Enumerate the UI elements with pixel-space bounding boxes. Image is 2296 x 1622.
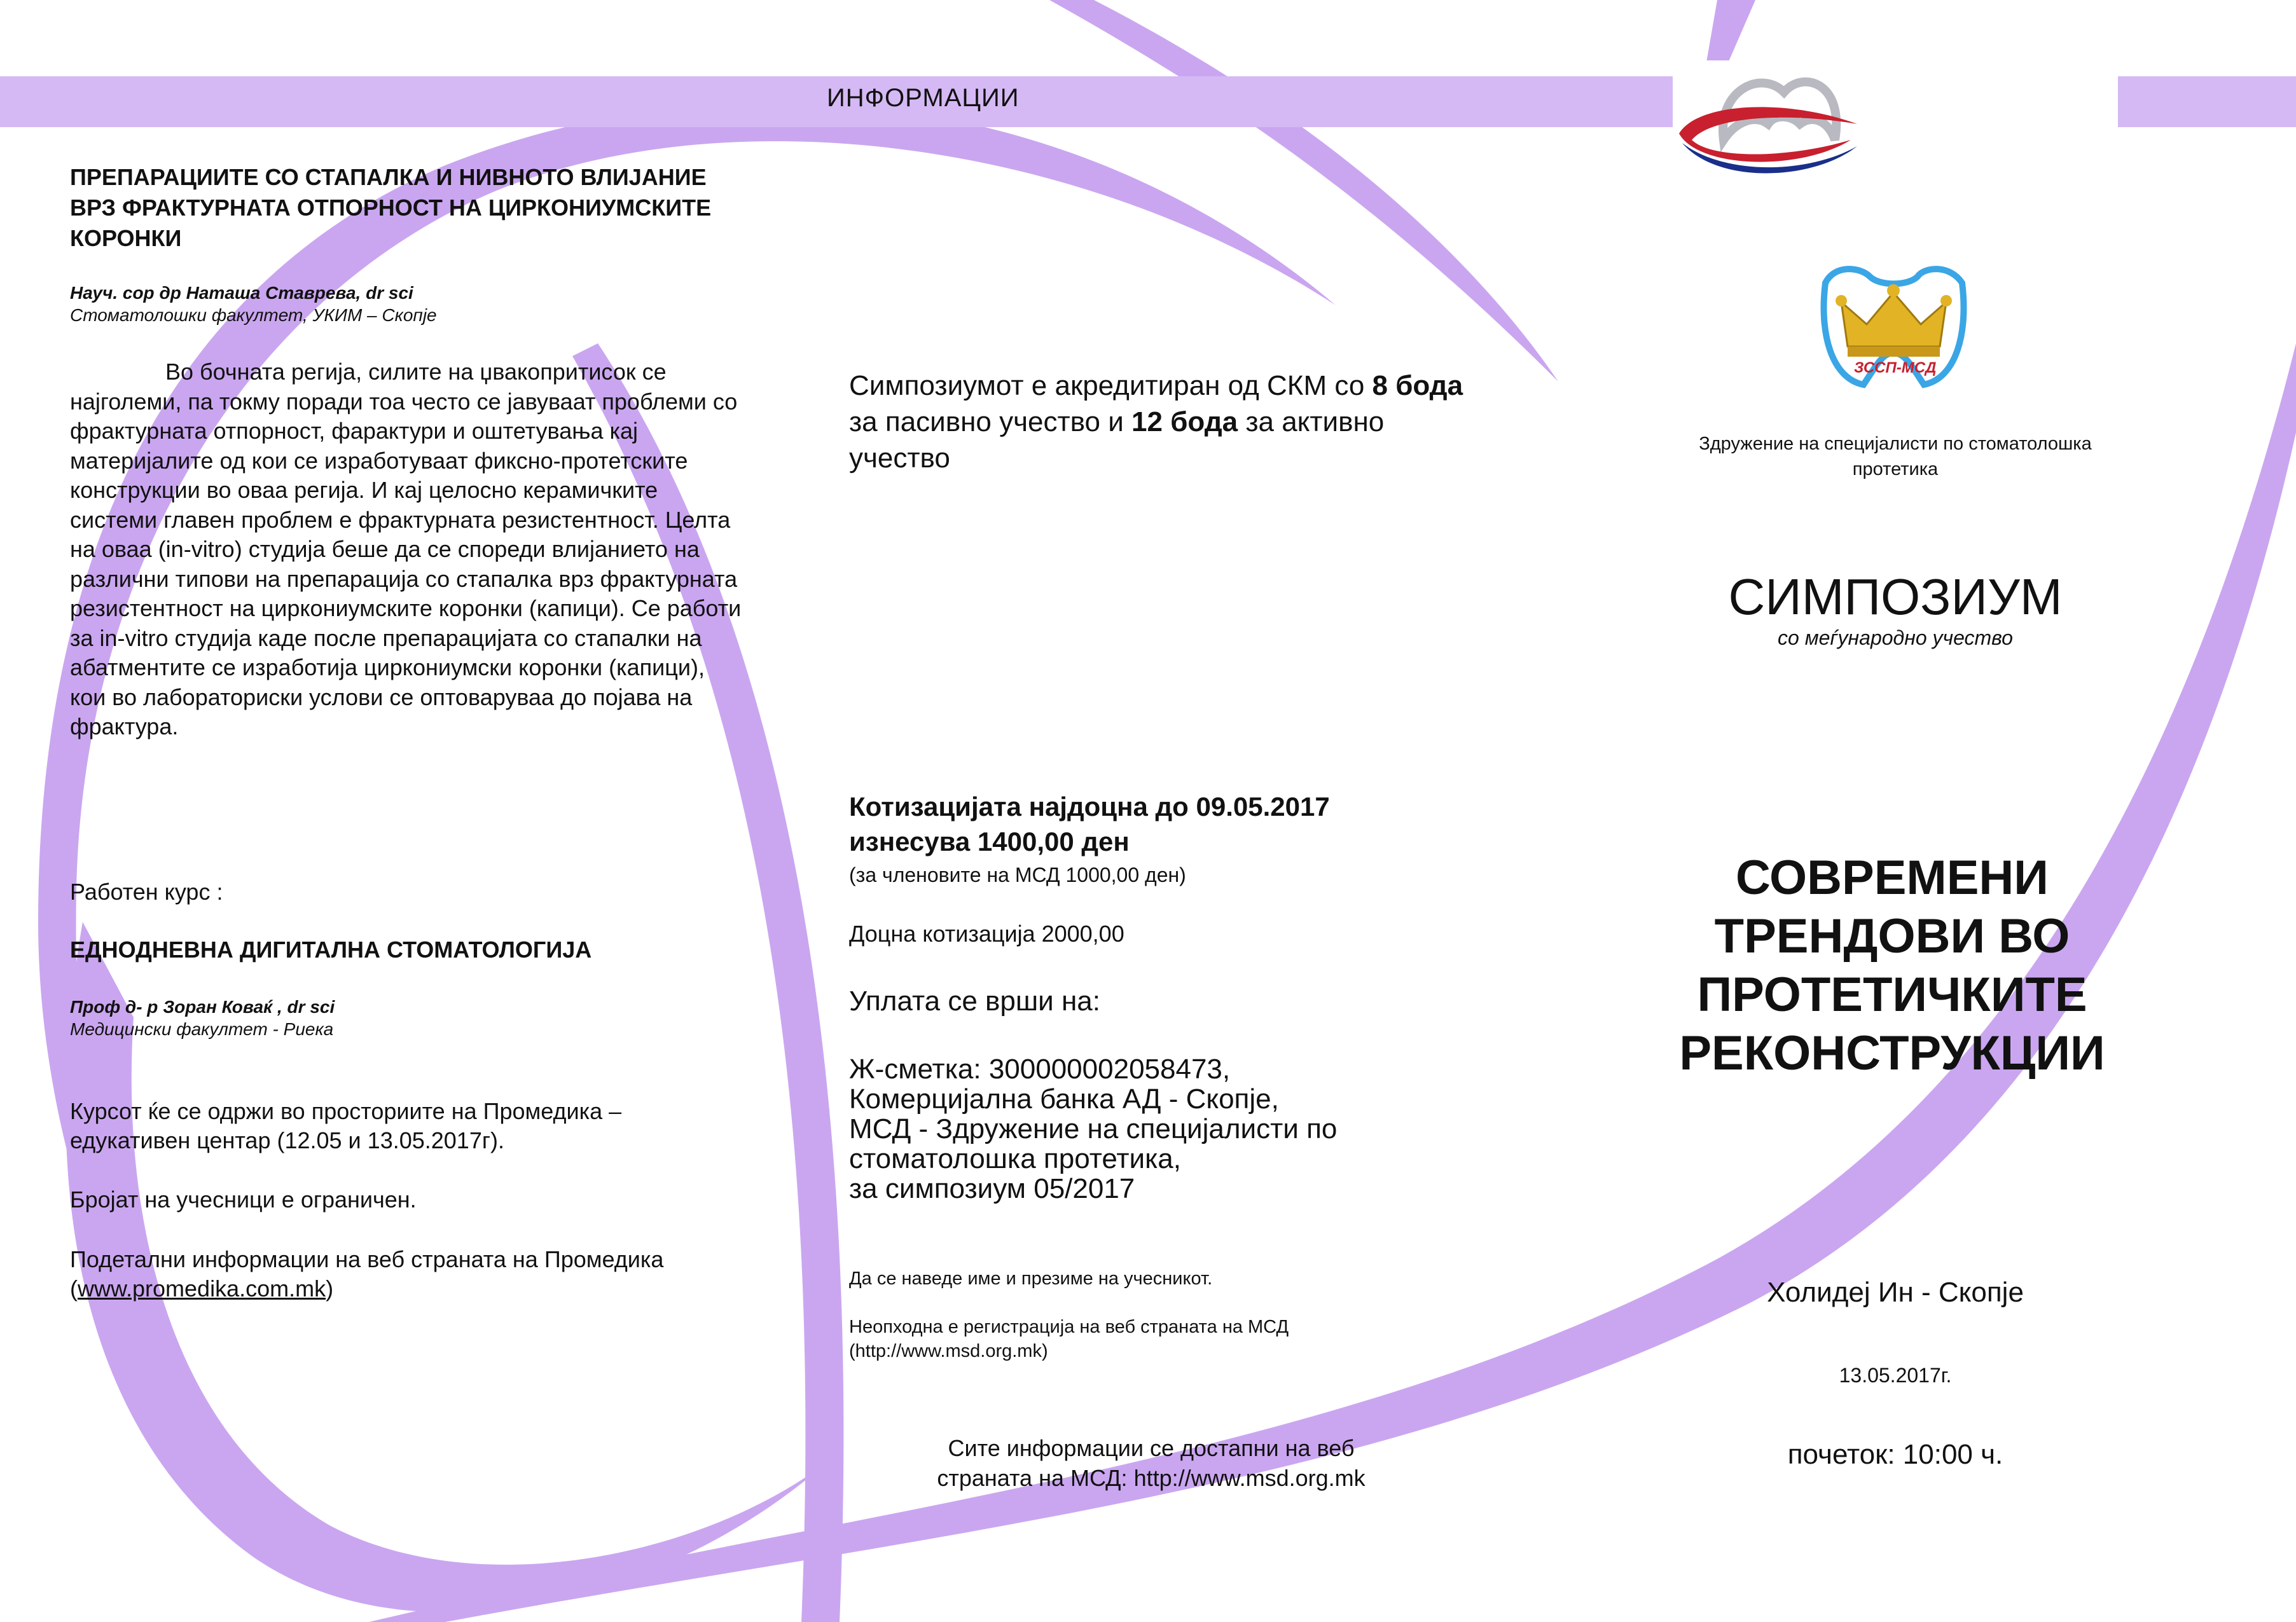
start-time: почеток: 10:00 ч. xyxy=(1787,1439,2003,1470)
theme-title xyxy=(1615,849,2169,1083)
fee-members: (за членовите на МСД 1000,00 ден) xyxy=(849,863,1186,886)
late-fee: Доцна котизација 2000,00 xyxy=(849,921,1124,947)
association-name: Здружение на специјалисти по стоматолошка протетика xyxy=(1699,434,2092,479)
more-info xyxy=(70,1245,706,1303)
account-line: стоматолошка протетика, xyxy=(849,1143,1182,1174)
lecture-title: ПРЕПАРАЦИИТЕ СО СТАПАЛКА И НИВНОТО ВЛИЈАНИЕ ВРЗ ФРАКТУРНАТА ОТПОРНОСТ НА ЦИРКОНИУМСКИТЕ КОРОНКИ xyxy=(70,164,712,251)
header-band-right xyxy=(2118,76,2296,127)
more-info-suffix: ) xyxy=(326,1275,334,1302)
accreditation-part3: за активно учество xyxy=(849,406,1385,474)
venue: Холидеј Ин - Скопје xyxy=(1767,1277,2024,1308)
limited-note: Бројат на учесници е ограничен. xyxy=(70,1186,417,1213)
lecturer-name: Науч. сор др Наташа Ставрева, dr sci xyxy=(70,283,413,303)
accreditation-part2: за пасивно учество и xyxy=(849,406,1132,437)
lecturer-affiliation: Стоматолошки факултет, УКИМ – Скопје xyxy=(70,305,437,325)
registration-note: Неопходна е регистрација на веб страната на МСД (http://www.msd.org.mk) xyxy=(849,1317,1289,1361)
course-lecturer: Проф д- р Зоран Коваќ , dr sci xyxy=(70,997,335,1017)
site-info-line2: страната на МСД: http://www.msd.org.mk xyxy=(937,1465,1366,1491)
site-info-line1: Сите информации се достапни на веб xyxy=(948,1435,1355,1461)
name-note: Да се наведе име и презиме на учесникот. xyxy=(849,1268,1213,1289)
course-affiliation: Медицински факултет - Риека xyxy=(70,1019,334,1039)
fee-line1: Котизацијата најдоцна до 09.05.2017 xyxy=(849,792,1330,821)
tooth-arc-icon xyxy=(1673,64,1864,197)
account-details xyxy=(849,1054,1337,1204)
accreditation-passive-points: 8 бода xyxy=(1372,370,1463,401)
abstract-text: Во бочната регија, силите на џвакопритисок се најголеми, па токму поради тоа често се јавуваат проблеми со фрактурната отпорност, фарактури и оштетувања кај материјалите од кои се изработуваат фиксно-протетските конструкции во оваа регија. И кај целосно керамичките системи главен проблем е фрактурната резистентност. Целта на оваа (in-vitro) студија беше да се спореди влијанието на различни типови на препарација со стапалка врз фрактурната резистентност на циркониумските коронки (капици). Се работи за in-vitro студија каде после препарацијата со стапалки на абатментите се изработија циркониумски коронки (капици), кои во лабораториски услови се оптоваруваа до појава на фрактура. xyxy=(70,359,742,739)
course-venue: Курсот ќе се одржи во просториите на Промедика – едукативен центар (12.05 и 13.05.2017г). xyxy=(70,1098,622,1153)
accreditation-text xyxy=(849,368,1485,476)
account-line: Комерцијална банка АД - Скопје, xyxy=(849,1083,1279,1115)
promedika-link[interactable]: www.promedika.com.mk xyxy=(78,1275,326,1302)
fee-line2: изнесува 1400,00 ден xyxy=(849,827,1130,856)
theme-line: ПРОТЕТИЧКИТЕ xyxy=(1697,968,2087,1022)
band-title: ИНФОРМАЦИИ xyxy=(827,84,1020,112)
more-info-prefix: Подетални информации на веб страната на Промедика ( xyxy=(70,1246,664,1302)
zssp-logo-label: ЗССП-МСД xyxy=(1854,359,1937,376)
theme-line: РЕКОНСТРУКЦИИ xyxy=(1679,1026,2105,1080)
event-subtitle: со меѓународно учество xyxy=(1778,626,2013,649)
account-line: МСД - Здружение на специјалисти по xyxy=(849,1113,1338,1144)
theme-line: СОВРЕМЕНИ xyxy=(1736,851,2049,905)
event-date: 13.05.2017г. xyxy=(1839,1364,1952,1387)
account-line: Ж-сметка: 300000002058473, xyxy=(849,1054,1231,1085)
course-title: ЕДНОДНЕВНА ДИГИТАЛНА СТОМАТОЛОГИЈА xyxy=(70,937,592,963)
course-label: Работен курс : xyxy=(70,879,223,905)
site-info xyxy=(897,1433,1406,1493)
event-type: СИМПОЗИУМ xyxy=(1728,568,2063,625)
theme-line: ТРЕНДОВИ ВО xyxy=(1714,909,2070,963)
accreditation-part1: Симпозиумот е акредитиран од СКМ со xyxy=(849,370,1373,401)
zssp-logo xyxy=(1813,258,1975,394)
accreditation-active-points: 12 бода xyxy=(1131,406,1238,437)
payment-label: Уплата се врши на: xyxy=(849,986,1100,1017)
account-line: за симпозиум 05/2017 xyxy=(849,1173,1135,1204)
msd-logo xyxy=(1673,60,2118,200)
